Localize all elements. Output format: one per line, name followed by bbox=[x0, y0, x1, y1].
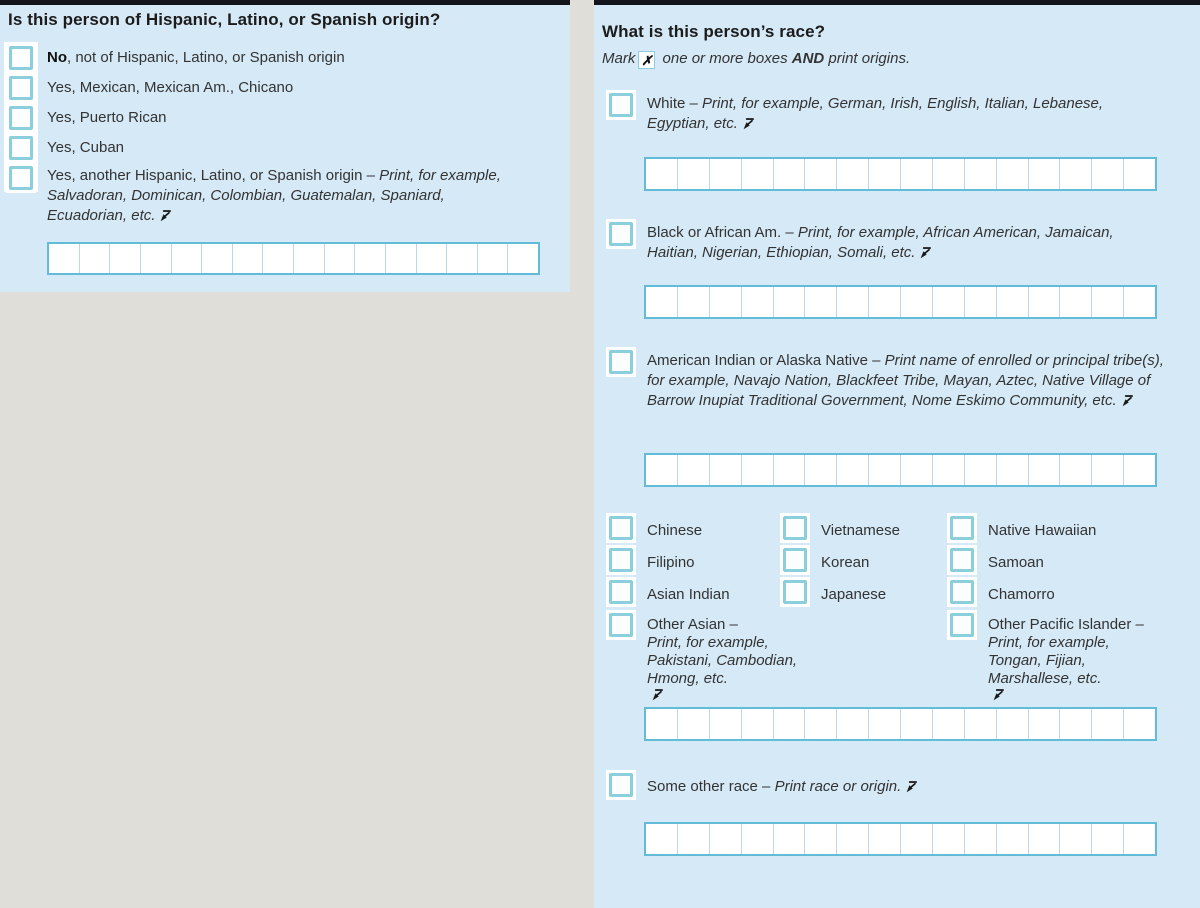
writein-cell[interactable] bbox=[202, 244, 233, 273]
writein-cell[interactable] bbox=[837, 824, 869, 854]
writein-cell[interactable] bbox=[1092, 709, 1124, 739]
checkbox-native-hawaiian[interactable] bbox=[947, 513, 977, 543]
writein-cell[interactable] bbox=[710, 287, 742, 317]
instruction-text: print origins. bbox=[824, 50, 911, 67]
writein-cell[interactable] bbox=[805, 159, 837, 189]
writein-cell[interactable] bbox=[901, 287, 933, 317]
print-instruction-note: Print race or origin. bbox=[774, 778, 902, 795]
option-label-other-pacific-islander bbox=[988, 616, 1188, 706]
writein-cell[interactable] bbox=[294, 244, 325, 273]
writein-cell[interactable] bbox=[933, 709, 965, 739]
writein-cell[interactable] bbox=[646, 455, 678, 485]
option-text: American Indian or Alaska Native – bbox=[647, 352, 885, 369]
writein-cell[interactable] bbox=[965, 159, 997, 189]
writein-cell[interactable] bbox=[933, 159, 965, 189]
checkbox-cuban[interactable] bbox=[6, 133, 36, 163]
writein-cell[interactable] bbox=[141, 244, 172, 273]
writein-cell[interactable] bbox=[1124, 159, 1155, 189]
writein-cell[interactable] bbox=[742, 824, 774, 854]
option-label-puerto-rican: Yes, Puerto Rican bbox=[47, 109, 167, 126]
option-text: Some other race – bbox=[647, 778, 775, 795]
print-arrow-icon bbox=[992, 688, 1188, 706]
option-bold-text: No bbox=[47, 49, 67, 66]
black-origin-writein-field[interactable] bbox=[644, 285, 1157, 319]
print-arrow-icon bbox=[651, 688, 817, 706]
writein-cell[interactable] bbox=[774, 709, 806, 739]
writein-cell[interactable] bbox=[678, 159, 710, 189]
checkbox-other-pacific-islander[interactable] bbox=[947, 610, 977, 640]
checkbox-other-hispanic[interactable] bbox=[6, 163, 36, 193]
writein-cell[interactable] bbox=[869, 455, 901, 485]
writein-cell[interactable] bbox=[710, 159, 742, 189]
tribe-writein-field[interactable] bbox=[644, 453, 1157, 487]
checkbox-black-african-am[interactable] bbox=[606, 219, 636, 249]
writein-cell[interactable] bbox=[805, 709, 837, 739]
writein-cell[interactable] bbox=[1092, 455, 1124, 485]
writein-cell[interactable] bbox=[1092, 287, 1124, 317]
checkbox-chinese[interactable] bbox=[606, 513, 636, 543]
option-label-mexican: Yes, Mexican, Mexican Am., Chicano bbox=[47, 79, 294, 96]
asian-pacific-writein-field[interactable] bbox=[644, 707, 1157, 741]
option-label-other-hispanic bbox=[47, 166, 509, 228]
writein-cell[interactable] bbox=[1029, 709, 1061, 739]
writein-cell[interactable] bbox=[1124, 455, 1155, 485]
option-label-asian-indian: Asian Indian bbox=[647, 586, 730, 603]
writein-cell[interactable] bbox=[837, 287, 869, 317]
writein-cell[interactable] bbox=[837, 159, 869, 189]
checkbox-filipino[interactable] bbox=[606, 545, 636, 575]
writein-cell[interactable] bbox=[997, 159, 1029, 189]
print-arrow-icon bbox=[905, 779, 918, 799]
writein-cell[interactable] bbox=[710, 709, 742, 739]
option-label-vietnamese: Vietnamese bbox=[821, 522, 900, 539]
writein-cell[interactable] bbox=[965, 455, 997, 485]
writein-cell[interactable] bbox=[710, 824, 742, 854]
checkbox-asian-indian[interactable] bbox=[606, 577, 636, 607]
option-text: White – bbox=[647, 95, 703, 112]
writein-cell[interactable] bbox=[233, 244, 264, 273]
writein-cell[interactable] bbox=[1060, 455, 1092, 485]
writein-cell[interactable] bbox=[837, 709, 869, 739]
option-label-black-african-am bbox=[647, 223, 1167, 265]
writein-cell[interactable] bbox=[997, 709, 1029, 739]
writein-cell[interactable] bbox=[869, 709, 901, 739]
writein-cell[interactable] bbox=[837, 455, 869, 485]
checkbox-white[interactable] bbox=[606, 90, 636, 120]
option-label-white bbox=[647, 94, 1167, 136]
writein-cell[interactable] bbox=[1060, 709, 1092, 739]
writein-cell[interactable] bbox=[869, 287, 901, 317]
hispanic-question-title: Is this person of Hispanic, Latino, or Spanish origin? bbox=[8, 10, 441, 29]
print-arrow-icon bbox=[159, 208, 172, 228]
race-question-title: What is this person’s race? bbox=[602, 22, 826, 41]
writein-cell[interactable] bbox=[678, 709, 710, 739]
writein-cell[interactable] bbox=[901, 824, 933, 854]
writein-cell[interactable] bbox=[933, 824, 965, 854]
writein-cell[interactable] bbox=[325, 244, 356, 273]
option-text: , not of Hispanic, Latino, or Spanish origin bbox=[67, 49, 345, 66]
checkbox-other-asian[interactable] bbox=[606, 610, 636, 640]
mark-instruction bbox=[602, 50, 910, 69]
print-instruction-note: Print, for example, Salvadoran, Dominican, Colombian, Guatemalan, Spaniard, Ecuadorian, etc. bbox=[47, 167, 501, 224]
writein-cell[interactable] bbox=[805, 824, 837, 854]
option-label-american-indian-alaska-native bbox=[647, 351, 1172, 413]
writein-cell[interactable] bbox=[678, 824, 710, 854]
writein-cell[interactable] bbox=[1124, 287, 1155, 317]
checkbox-samoan[interactable] bbox=[947, 545, 977, 575]
writein-cell[interactable] bbox=[678, 455, 710, 485]
writein-cell[interactable] bbox=[901, 455, 933, 485]
writein-cell[interactable] bbox=[965, 824, 997, 854]
option-label-some-other-race bbox=[647, 777, 1167, 799]
writein-cell[interactable] bbox=[774, 159, 806, 189]
print-instruction-note: Print, for example, African American, Jamaican, Haitian, Nigerian, Ethiopian, Somali, etc. bbox=[647, 224, 1114, 261]
some-other-race-writein-field[interactable] bbox=[644, 822, 1157, 856]
writein-cell[interactable] bbox=[646, 824, 678, 854]
option-label-filipino: Filipino bbox=[647, 554, 695, 571]
writein-cell[interactable] bbox=[742, 455, 774, 485]
writein-cell[interactable] bbox=[805, 287, 837, 317]
checkbox-american-indian-alaska-native[interactable] bbox=[606, 347, 636, 377]
writein-cell[interactable] bbox=[997, 287, 1029, 317]
option-text: Black or African Am. – bbox=[647, 224, 798, 241]
writein-cell[interactable] bbox=[1124, 709, 1155, 739]
print-instruction-note: Print name of enrolled or principal tribe(s), for example, Navajo Nation, Blackfeet Tribe, Mayan, Aztec, Native Village of Barrow Inupiat Traditional Government, Nome Eskimo Community, etc. bbox=[647, 352, 1164, 409]
writein-cell[interactable] bbox=[997, 455, 1029, 485]
writein-cell[interactable] bbox=[508, 244, 538, 273]
writein-cell[interactable] bbox=[1124, 824, 1155, 854]
white-origin-writein-field[interactable] bbox=[644, 157, 1157, 191]
option-label-other-asian bbox=[647, 616, 817, 706]
option-label-cuban: Yes, Cuban bbox=[47, 139, 125, 156]
print-instruction-note: Print, for example, German, Irish, English, Italian, Lebanese, Egyptian, etc. bbox=[647, 95, 1104, 132]
writein-cell[interactable] bbox=[386, 244, 417, 273]
section-divider bbox=[594, 0, 1200, 5]
x-mark-example-icon: ✗ bbox=[638, 51, 655, 69]
writein-cell[interactable] bbox=[901, 709, 933, 739]
checkbox-some-other-race[interactable] bbox=[606, 770, 636, 800]
writein-cell[interactable] bbox=[1029, 287, 1061, 317]
print-arrow-icon bbox=[1121, 393, 1134, 413]
checkbox-japanese[interactable] bbox=[780, 577, 810, 607]
writein-cell[interactable] bbox=[1029, 455, 1061, 485]
writein-cell[interactable] bbox=[646, 709, 678, 739]
writein-cell[interactable] bbox=[742, 709, 774, 739]
print-instruction-note: Print, for example, Tongan, Fijian, Marshallese, etc. bbox=[988, 634, 1188, 706]
option-label-chinese: Chinese bbox=[647, 522, 703, 539]
instruction-and-text: AND bbox=[791, 50, 825, 67]
checkbox-puerto-rican[interactable] bbox=[6, 103, 36, 133]
writein-cell[interactable] bbox=[1092, 824, 1124, 854]
checkbox-no-hispanic[interactable] bbox=[6, 43, 36, 73]
checkbox-vietnamese[interactable] bbox=[780, 513, 810, 543]
writein-cell[interactable] bbox=[110, 244, 141, 273]
section-divider bbox=[0, 0, 570, 5]
print-arrow-icon bbox=[919, 245, 932, 265]
writein-cell[interactable] bbox=[1060, 287, 1092, 317]
writein-cell[interactable] bbox=[869, 159, 901, 189]
option-label-korean: Korean bbox=[821, 554, 870, 571]
option-label-japanese: Japanese bbox=[821, 586, 887, 603]
instruction-text: one or more boxes bbox=[658, 50, 792, 67]
writein-cell[interactable] bbox=[263, 244, 294, 273]
option-label-samoan: Samoan bbox=[988, 554, 1044, 571]
writein-cell[interactable] bbox=[742, 287, 774, 317]
writein-cell[interactable] bbox=[172, 244, 203, 273]
writein-cell[interactable] bbox=[869, 824, 901, 854]
writein-cell[interactable] bbox=[447, 244, 478, 273]
writein-cell[interactable] bbox=[933, 287, 965, 317]
option-text: Other Asian – bbox=[647, 616, 738, 633]
writein-cell[interactable] bbox=[478, 244, 509, 273]
checkbox-mexican[interactable] bbox=[6, 73, 36, 103]
writein-cell[interactable] bbox=[965, 709, 997, 739]
writein-cell[interactable] bbox=[678, 287, 710, 317]
writein-cell[interactable] bbox=[49, 244, 80, 273]
print-arrow-icon bbox=[742, 116, 755, 136]
writein-cell[interactable] bbox=[965, 287, 997, 317]
writein-cell[interactable] bbox=[646, 287, 678, 317]
writein-cell[interactable] bbox=[774, 287, 806, 317]
writein-cell[interactable] bbox=[1029, 159, 1061, 189]
writein-cell[interactable] bbox=[355, 244, 386, 273]
instruction-text: Mark bbox=[602, 50, 636, 67]
writein-cell[interactable] bbox=[1060, 824, 1092, 854]
writein-cell[interactable] bbox=[80, 244, 111, 273]
writein-cell[interactable] bbox=[805, 455, 837, 485]
race-section bbox=[594, 0, 1200, 908]
writein-cell[interactable] bbox=[417, 244, 448, 273]
writein-cell[interactable] bbox=[997, 824, 1029, 854]
hispanic-origin-section bbox=[0, 0, 570, 292]
print-instruction-note: Print, for example, Pakistani, Cambodian, Hmong, etc. bbox=[647, 634, 817, 706]
writein-cell[interactable] bbox=[710, 455, 742, 485]
writein-cell[interactable] bbox=[933, 455, 965, 485]
writein-cell[interactable] bbox=[1029, 824, 1061, 854]
option-text: Other Pacific Islander – bbox=[988, 616, 1144, 633]
checkbox-korean[interactable] bbox=[780, 545, 810, 575]
writein-cell[interactable] bbox=[646, 159, 678, 189]
option-text: Yes, another Hispanic, Latino, or Spanish origin – bbox=[47, 167, 380, 184]
option-label-no-hispanic bbox=[47, 48, 527, 68]
hispanic-origin-writein-field[interactable] bbox=[47, 242, 540, 275]
option-label-native-hawaiian: Native Hawaiian bbox=[988, 522, 1097, 539]
writein-cell[interactable] bbox=[774, 455, 806, 485]
checkbox-chamorro[interactable] bbox=[947, 577, 977, 607]
writein-cell[interactable] bbox=[1060, 159, 1092, 189]
writein-cell[interactable] bbox=[901, 159, 933, 189]
writein-cell[interactable] bbox=[774, 824, 806, 854]
writein-cell[interactable] bbox=[1092, 159, 1124, 189]
writein-cell[interactable] bbox=[742, 159, 774, 189]
option-label-chamorro: Chamorro bbox=[988, 586, 1055, 603]
